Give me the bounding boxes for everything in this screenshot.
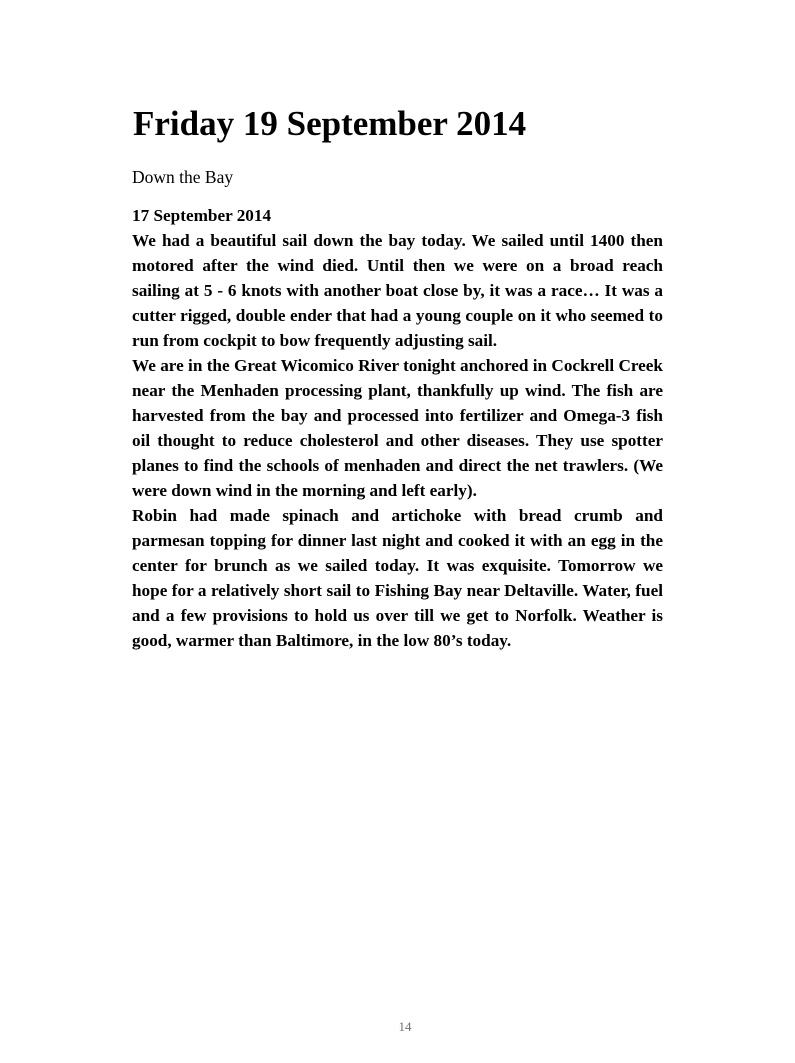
page-number: 14	[398, 1019, 412, 1034]
entry-date: 17 September 2014	[132, 206, 272, 225]
journal-entry	[132, 203, 663, 653]
page-title: Friday 19 September 2014	[133, 104, 527, 143]
entry-paragraph-2: We are in the Great Wicomico River tonight anchored in Cockrell Creek near the Menhaden processing plant, thankfully up wind. The fish are harvested from the bay and processed into fertilizer and Omega-3 fish oil thought to reduce cholesterol and other diseases. They use spotter planes to find the schools of menhaden and direct the net trawlers. (We were down wind in the morning and left early).	[132, 356, 663, 500]
entry-paragraph-3: Robin had made spinach and artichoke with bread crumb and parmesan topping for dinner last night and cooked it with an egg in the center for brunch as we sailed today. It was exquisite. Tomorrow we hope for a relatively short sail to Fishing Bay near Deltaville. Water, fuel and a few provisions to hold us over till we get to Norfolk. Weather is good, warmer than Baltimore, in the low 80’s today.	[132, 506, 663, 650]
post-subtitle: Down the Bay	[132, 167, 234, 187]
entry-paragraph-1: We had a beautiful sail down the bay today. We sailed until 1400 then motored after the wind died. Until then we were on a broad reach sailing at 5 - 6 knots with another boat close by, it was a race… It was a cutter rigged, double ender that had a young couple on it who seemed to run from cockpit to bow frequently adjusting sail.	[132, 231, 663, 350]
